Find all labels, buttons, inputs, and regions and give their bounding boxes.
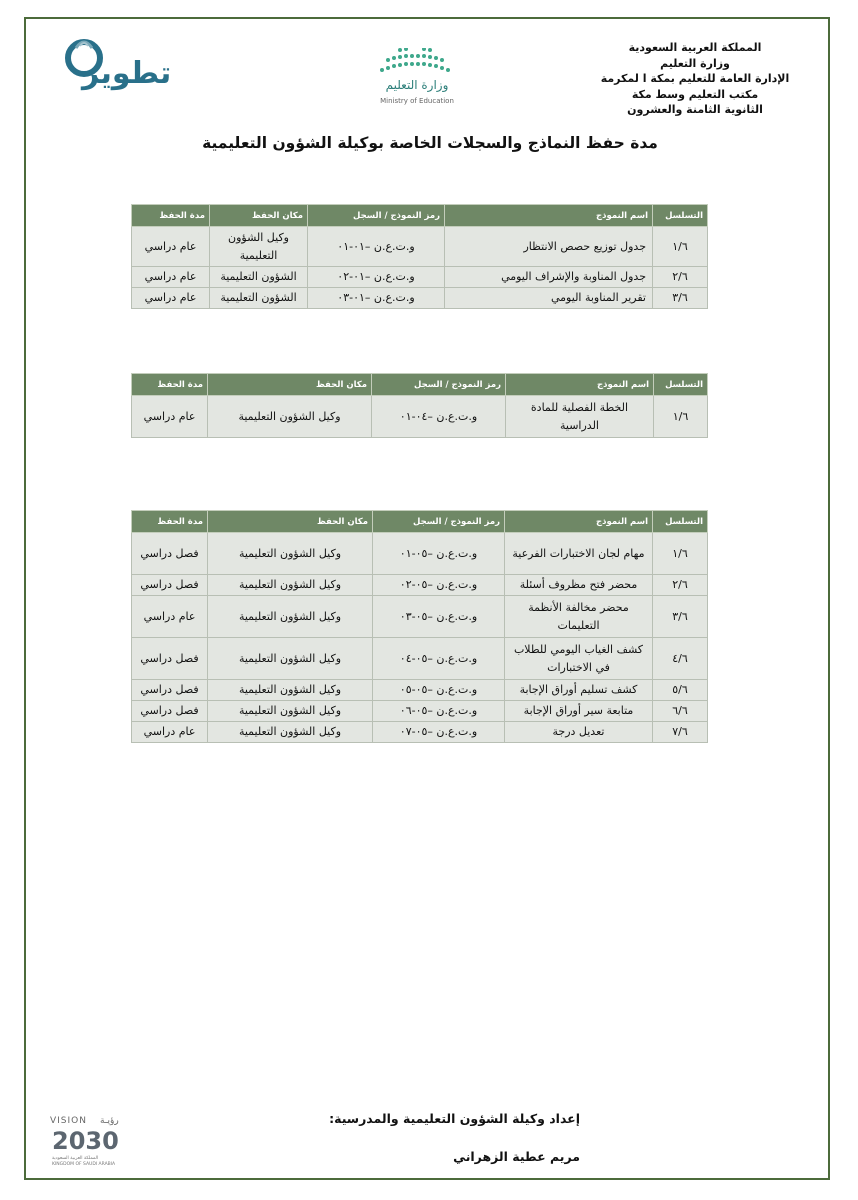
col-duration: مدة الحفظ [132, 511, 208, 533]
records-table-2 [131, 373, 708, 438]
cell-duration: فصل دراسي [132, 638, 208, 680]
table-header-row [132, 374, 708, 396]
cell-code: و.ت.ع.ن –٠١-٠١ [308, 227, 445, 267]
letterhead-line: وزارة التعليم [660, 56, 730, 70]
cell-seq: ٣/٦ [653, 596, 708, 638]
cell-place: وكيل الشؤون التعليمية [208, 396, 372, 438]
cell-form-name: كشف تسليم أوراق الإجابة [505, 680, 653, 701]
records-table-1 [131, 204, 708, 309]
cell-code: و.ت.ع.ن –٠٥-٠٧ [373, 722, 505, 743]
signature-name: مريم عطية الزهراني [453, 1149, 580, 1164]
cell-duration: عام دراسي [132, 227, 210, 267]
col-place: مكان الحفظ [208, 511, 373, 533]
vision-2030-logo [50, 1116, 136, 1170]
cell-code: و.ت.ع.ن –٠١-٠٣ [308, 288, 445, 309]
table-row [132, 722, 708, 743]
cell-place: وكيل الشؤون التعليمية [208, 533, 373, 575]
cell-seq: ٦/٦ [653, 701, 708, 722]
vision-label-en: VISION [50, 1116, 87, 1126]
cell-code: و.ت.ع.ن –٠٥-٠٦ [373, 701, 505, 722]
col-place: مكان الحفظ [210, 205, 308, 227]
cell-duration: عام دراسي [132, 596, 208, 638]
cell-duration: فصل دراسي [132, 680, 208, 701]
cell-code: و.ت.ع.ن –٠٥-٠١ [373, 533, 505, 575]
cell-place: وكيل الشؤون التعليمية [208, 722, 373, 743]
cell-place: وكيل الشؤون التعليمية [208, 701, 373, 722]
table-row [132, 267, 708, 288]
letterhead-line: المملكة العربية السعودية [628, 41, 762, 54]
signature-block [329, 1100, 580, 1176]
cell-code: و.ت.ع.ن –٠١-٠٢ [308, 267, 445, 288]
cell-seq: ١/٦ [653, 533, 708, 575]
tatweer-logo [64, 34, 174, 94]
col-duration: مدة الحفظ [132, 374, 208, 396]
cell-duration: عام دراسي [132, 722, 208, 743]
cell-form-name: محضر مخالفة الأنظمة التعليمات [505, 596, 653, 638]
letterhead-line: الثانوية الثامنة والعشرون [627, 103, 763, 116]
cell-place: وكيل الشؤون التعليمية [208, 638, 373, 680]
ministry-name-ar: وزارة التعليم [385, 78, 449, 92]
cell-duration: عام دراسي [132, 396, 208, 438]
table-row [132, 396, 708, 438]
letterhead-line: الإدارة العامة للتعليم بمكة ا لمكرمة [600, 72, 790, 85]
cell-form-name: مهام لجان الاختبارات الفرعية [505, 533, 653, 575]
cell-form-name: تعديل درجة [505, 722, 653, 743]
table-row [132, 596, 708, 638]
ministry-dots-icon [378, 48, 456, 76]
cell-form-name: متابعة سير أوراق الإجابة [505, 701, 653, 722]
cell-form-name: الخطة الفصلية للمادة الدراسية [506, 396, 654, 438]
cell-seq: ٥/٦ [653, 680, 708, 701]
signature-label: إعداد وكيلة الشؤون التعليمية والمدرسية: [329, 1111, 580, 1126]
table-row [132, 533, 708, 575]
letterhead [580, 40, 810, 118]
cell-code: و.ت.ع.ن –٠٤-٠١ [372, 396, 506, 438]
cell-form-name: محضر فتح مظروف أسئلة [505, 575, 653, 596]
ministry-logo [372, 48, 462, 108]
cell-seq: ٢/٦ [653, 267, 708, 288]
cell-place: الشؤون التعليمية [210, 288, 308, 309]
cell-place: وكيل الشؤون التعليمية [208, 680, 373, 701]
cell-seq: ٧/٦ [653, 722, 708, 743]
cell-form-name: تقرير المناوبة اليومي [445, 288, 653, 309]
table-row [132, 288, 708, 309]
cell-seq: ٢/٦ [653, 575, 708, 596]
cell-code: و.ت.ع.ن –٠٥-٠٣ [373, 596, 505, 638]
table-row [132, 227, 708, 267]
col-code: رمز النموذج / السجل [373, 511, 505, 533]
letterhead-line: مكتب التعليم وسط مكة [631, 87, 759, 101]
cell-seq: ١/٦ [654, 396, 708, 438]
cell-place: الشؤون التعليمية [210, 267, 308, 288]
table-row [132, 575, 708, 596]
cell-place: وكيل الشؤون التعليمية [208, 596, 373, 638]
cell-duration: فصل دراسي [132, 701, 208, 722]
cell-code: و.ت.ع.ن –٠٥-٠٤ [373, 638, 505, 680]
cell-code: و.ت.ع.ن –٠٥-٠٥ [373, 680, 505, 701]
cell-form-name: جدول توزيع حصص الانتظار [445, 227, 653, 267]
col-form-name: اسم النموذج [506, 374, 654, 396]
cell-duration: فصل دراسي [132, 575, 208, 596]
col-seq: التسلسل [654, 374, 708, 396]
table-header-row [132, 511, 708, 533]
vision-subtitle-en: KINGDOM OF SAUDI ARABIA [52, 1162, 116, 1167]
col-place: مكان الحفظ [208, 374, 372, 396]
cell-place: وكيل الشؤون التعليمية [208, 575, 373, 596]
cell-duration: فصل دراسي [132, 533, 208, 575]
col-form-name: اسم النموذج [445, 205, 653, 227]
col-code: رمز النموذج / السجل [308, 205, 445, 227]
table-row [132, 701, 708, 722]
col-form-name: اسم النموذج [505, 511, 653, 533]
cell-duration: عام دراسي [132, 288, 210, 309]
cell-seq: ٣/٦ [653, 288, 708, 309]
table-row [132, 638, 708, 680]
col-code: رمز النموذج / السجل [372, 374, 506, 396]
cell-seq: ١/٦ [653, 227, 708, 267]
ministry-name-en: Ministry of Education [380, 97, 454, 105]
vision-subtitle-ar: المملكة العربية السعودية [52, 1156, 99, 1161]
cell-code: و.ت.ع.ن –٠٥-٠٢ [373, 575, 505, 596]
col-seq: التسلسل [653, 205, 708, 227]
vision-year: 2030 [52, 1127, 119, 1155]
cell-place: وكيل الشؤون التعليمية [210, 227, 308, 267]
cell-form-name: جدول المناوبة والإشراف اليومي [445, 267, 653, 288]
col-duration: مدة الحفظ [132, 205, 210, 227]
records-table-3 [131, 510, 708, 743]
table-row [132, 680, 708, 701]
cell-form-name: كشف الغياب اليومي للطلاب في الاختبارات [505, 638, 653, 680]
table-header-row [132, 205, 708, 227]
cell-duration: عام دراسي [132, 267, 210, 288]
cell-seq: ٤/٦ [653, 638, 708, 680]
tatweer-wordmark: تطوير [82, 56, 172, 91]
page-title: مدة حفظ النماذج والسجلات الخاصة بوكيلة الشؤون التعليمية [202, 134, 658, 152]
vision-label-ar: رؤيـة [100, 1116, 119, 1126]
col-seq: التسلسل [653, 511, 708, 533]
